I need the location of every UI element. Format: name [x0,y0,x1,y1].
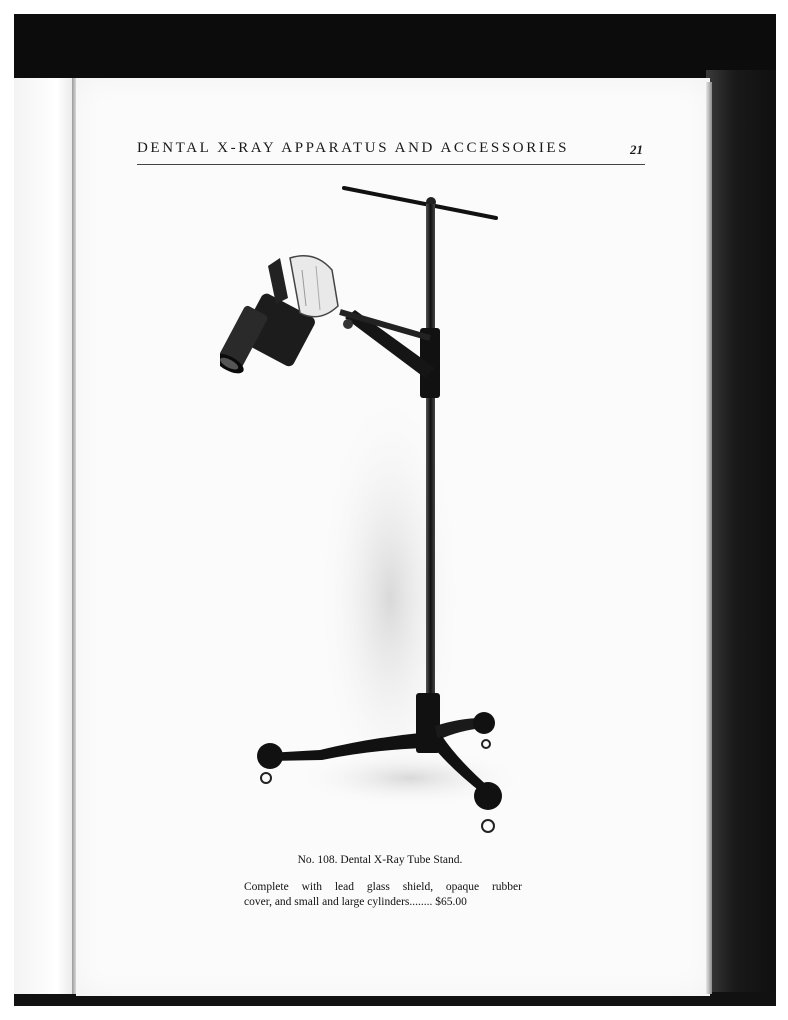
ball-foot-back [473,712,495,734]
vertical-pole [426,204,435,704]
page-number: 21 [630,142,643,157]
caster-back [482,740,490,748]
header-rule [137,164,645,165]
figure-description [244,880,522,910]
caster-front [482,820,494,832]
caster-left [261,773,271,783]
page-edge-shadow [706,82,712,994]
ball-foot-front [474,782,502,810]
scan-background-top [14,14,776,80]
description-line-1: Complete with lead glass shield, opaque rubber [244,881,522,893]
scan-background-right [706,70,776,1004]
lead-glass-shield [290,256,338,317]
description-line-2: cover, and small and large cylinders........ $65.00 [244,896,467,908]
running-head: DENTAL X-RAY APPARATUS AND ACCESSORIES [137,140,570,156]
xray-tube-stand-illustration [220,178,540,838]
arm-knob [343,319,353,329]
facing-page-edge [14,78,76,994]
top-crossbar [344,188,496,218]
page-header [137,140,647,162]
ball-foot-left [257,743,283,769]
figure-caption: No. 108. Dental X-Ray Tube Stand. [297,854,463,866]
